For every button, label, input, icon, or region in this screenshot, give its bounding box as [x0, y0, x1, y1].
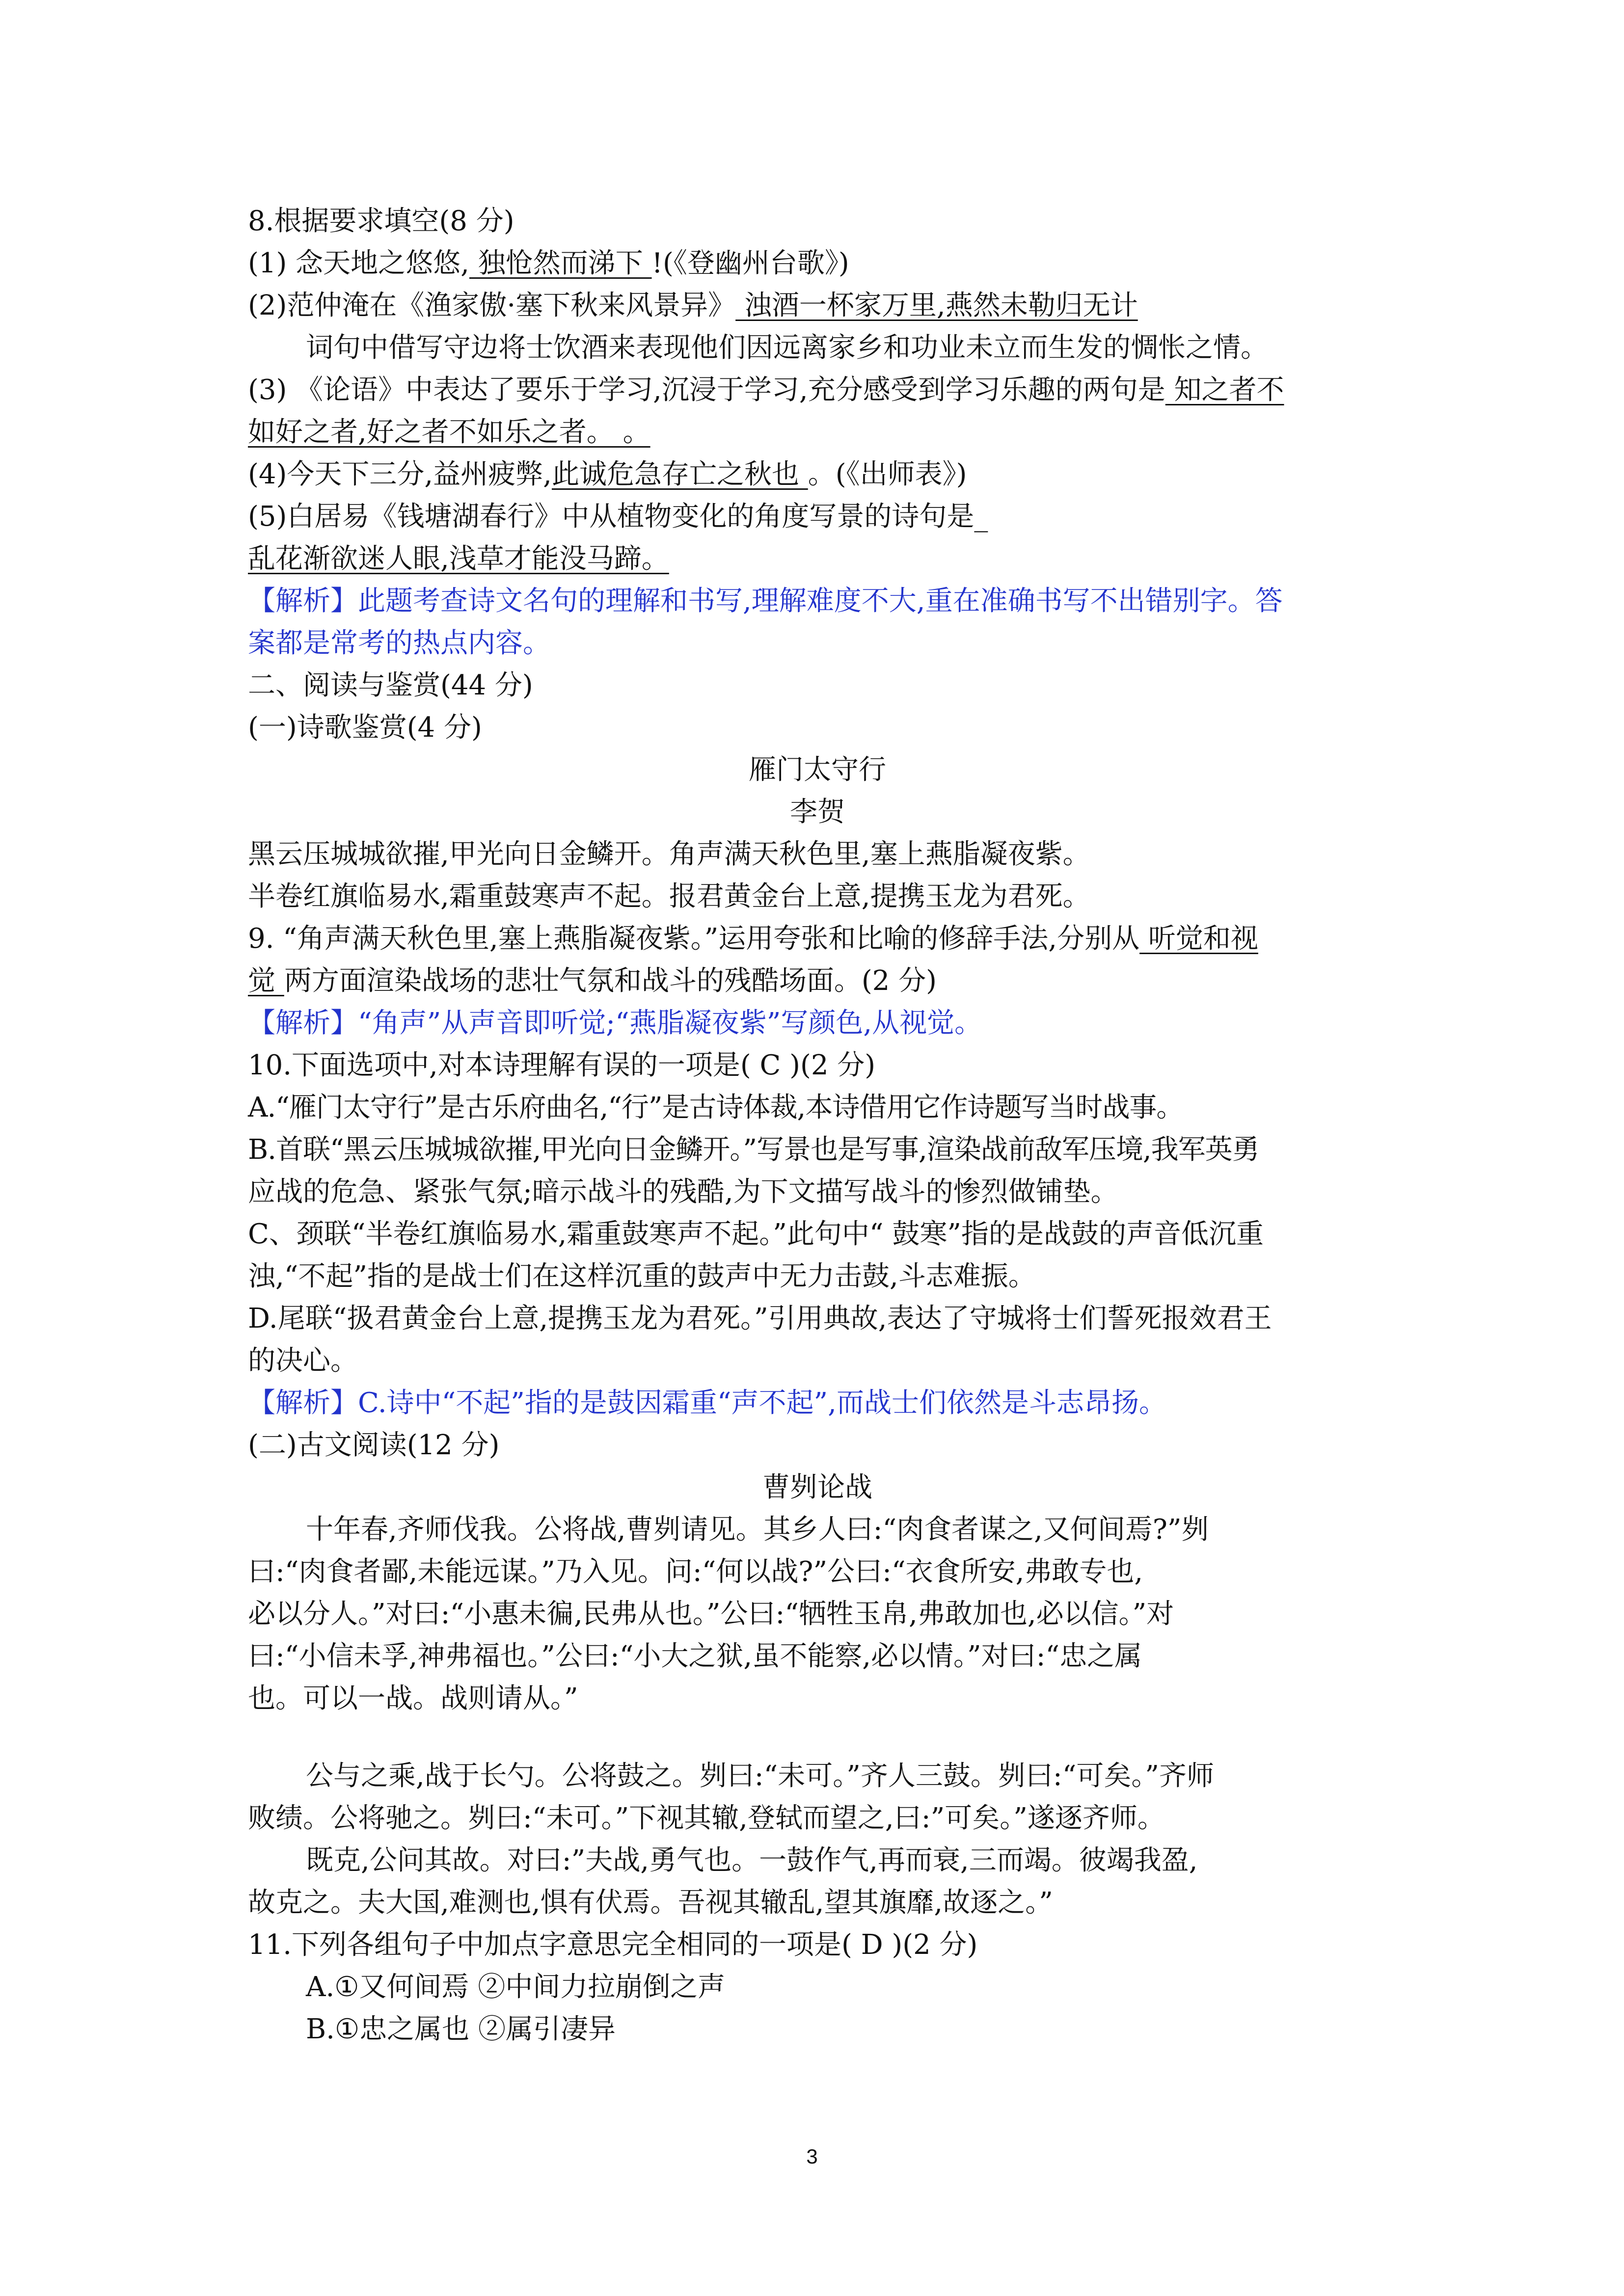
passage-line: 十年春,齐师伐我。公将战,曹刿请见。其乡人曰:“肉食者谋之,又何间焉?”刿: [306, 1514, 1209, 1546]
q10-analysis: 【解析】C.诗中“不起”指的是鼓因霜重“声不起”,而战士们依然是斗志昂扬。: [248, 1387, 1166, 1419]
q9-cont: 觉 两方面渲染战场的悲壮气氛和战斗的残酷场面。(2 分): [248, 965, 937, 997]
answer-blank: 乱花渐欲迷人眼,浅草才能没马蹄。: [248, 543, 669, 575]
passage-line: 故克之。夫大国,难测也,惧有伏焉。吾视其辙乱,望其旗靡,故逐之。”: [248, 1887, 1053, 1919]
q8-item-2: (2)范仲淹在《渔家傲·塞下秋来风景异》 浊酒一杯家万里,燕然未勒归无计: [248, 290, 1138, 321]
q8-item-5: (5)白居易《钱塘湖春行》中从植物变化的角度写景的诗句是_: [248, 501, 988, 533]
q10-title: 10.下面选项中,对本诗理解有误的一项是( C )(2 分): [248, 1049, 876, 1081]
passage-line: 公与之乘,战于长勺。公将鼓之。刿曰:“未可。”齐人三鼓。刿曰:“可矣。”齐师: [306, 1760, 1215, 1792]
q10-option-b-cont: 应战的危急、紧张气氛;暗示战斗的残酷,为下文描写战斗的惨烈做铺垫。: [248, 1176, 1118, 1208]
q10-option-c-cont: 浊,“不起”指的是战士们在这样沉重的鼓声中无力击鼓,斗志难振。: [248, 1260, 1036, 1292]
paragraph-gap: [248, 1720, 1387, 1755]
answer-blank: 知之者不: [1165, 374, 1284, 406]
q9: 9. “角声满天秋色里,塞上燕脂凝夜紫。”运用夸张和比喻的修辞手法,分别从 听觉和视: [248, 923, 1258, 955]
q8-item-3: (3) 《论语》中表达了要乐于学习,沉浸于学习,充分感受到学习乐趣的两句是 知之者不: [248, 374, 1284, 406]
poem-title: 雁门太守行: [749, 754, 886, 786]
q8-item-5-cont: [248, 538, 1387, 580]
section-2-title: 二、阅读与鉴赏(44 分): [248, 669, 533, 701]
q8-analysis: 【解析】此题考查诗文名句的理解和书写,理解难度不大,重在准确书写不出错别字。答: [248, 585, 1283, 617]
document-page: [248, 200, 1387, 2051]
answer-blank: 浊酒一杯家万里,燕然未勒归无计: [735, 290, 1138, 321]
passage-line: 必以分人。”对曰:“小惠未徧,民弗从也。”公曰:“牺牲玉帛,弗敢加也,必以信。”对: [248, 1598, 1174, 1630]
q8-item-4: (4)今天下三分,益州疲弊,此诚危急存亡之秋也 。(《出师表》): [248, 458, 967, 490]
q8-item-3-cont: [248, 411, 1387, 454]
answer-blank: 此诚危急存亡之秋也: [551, 458, 808, 490]
q11-option-a: A.①又何间焉 ②中间力拉崩倒之声: [306, 1971, 726, 2003]
passage-line: 曰:“小信未孚,神弗福也。”公曰:“小大之狱,虽不能察,必以情。”对曰:“忠之属: [248, 1640, 1142, 1672]
poem-author: 李贺: [790, 796, 845, 828]
answer-blank: 听觉和视: [1139, 923, 1258, 955]
passage-line: 也。可以一战。战则请从。”: [248, 1682, 578, 1714]
q8-analysis-cont: 案都是常考的热点内容。: [248, 627, 550, 659]
q11-title: 11.下列各组句子中加点字意思完全相同的一项是( D )(2 分): [248, 1929, 978, 1961]
answer-blank: 觉: [248, 965, 284, 997]
answer-blank: 独怆然而涕下: [469, 247, 652, 279]
q11-option-b: B.①忠之属也 ②属引凄异: [306, 2013, 616, 2045]
poem-line: 黑云压城城欲摧,甲光向日金鳞开。角声满天秋色里,塞上燕脂凝夜紫。: [248, 838, 1090, 870]
q10-option-b: B.首联“黑云压城城欲摧,甲光向日金鳞开。”写景也是写事,渲染战前敌军压境,我军英勇: [248, 1134, 1259, 1166]
q8-title: 8.根据要求填空(8 分): [248, 205, 514, 237]
q9-analysis: 【解析】“角声”从声音即听觉;“燕脂凝夜紫”写颜色,从视觉。: [248, 1007, 982, 1039]
q10-option-c: C、颈联“半卷红旗临易水,霜重鼓寒声不起。”此句中“ 鼓寒”指的是战鼓的声音低沉重: [248, 1218, 1264, 1250]
subsection-classical: (二)古文阅读(12 分): [248, 1429, 500, 1461]
subsection-poetry: (一)诗歌鉴赏(4 分): [248, 712, 482, 744]
q8-item-2-cont: 词句中借写守边将士饮酒来表现他们因远离家乡和功业未立而生发的惆怅之情。: [306, 332, 1268, 364]
passage-line: 曰:“肉食者鄙,未能远谋。”乃入见。问:“何以战?”公曰:“衣食所安,弗敢专也,: [248, 1556, 1143, 1588]
q10-option-d: D.尾联“扱君黄金台上意,提携玉龙为君死。”引用典故,表达了守城将士们誓死报效君王: [248, 1303, 1272, 1335]
q10-option-d-cont: 的决心。: [248, 1345, 358, 1377]
passage-title: 曹刿论战: [762, 1471, 872, 1503]
page-number: 3: [806, 2145, 818, 2168]
q10-option-a: A.“雁门太守行”是古乐府曲名,“行”是古诗体裁,本诗借用它作诗题写当时战事。: [248, 1092, 1184, 1123]
answer-blank: 如好之者,好之者不如乐之者。 。: [248, 416, 650, 448]
poem-line: 半卷红旗临易水,霜重鼓寒声不起。报君黄金台上意,提携玉龙为君死。: [248, 881, 1090, 912]
passage-line: 败绩。公将驰之。刿曰:“未可。”下视其辙,登轼而望之,曰:”可矣。”遂逐齐师。: [248, 1802, 1165, 1834]
q8-item-1: (1) 念天地之悠悠, 独怆然而涕下 !(《登幽州台歌》): [248, 247, 849, 279]
passage-line: 既克,公问其故。对曰:”夫战,勇气也。一鼓作气,再而衰,三而竭。彼竭我盈,: [306, 1844, 1198, 1876]
